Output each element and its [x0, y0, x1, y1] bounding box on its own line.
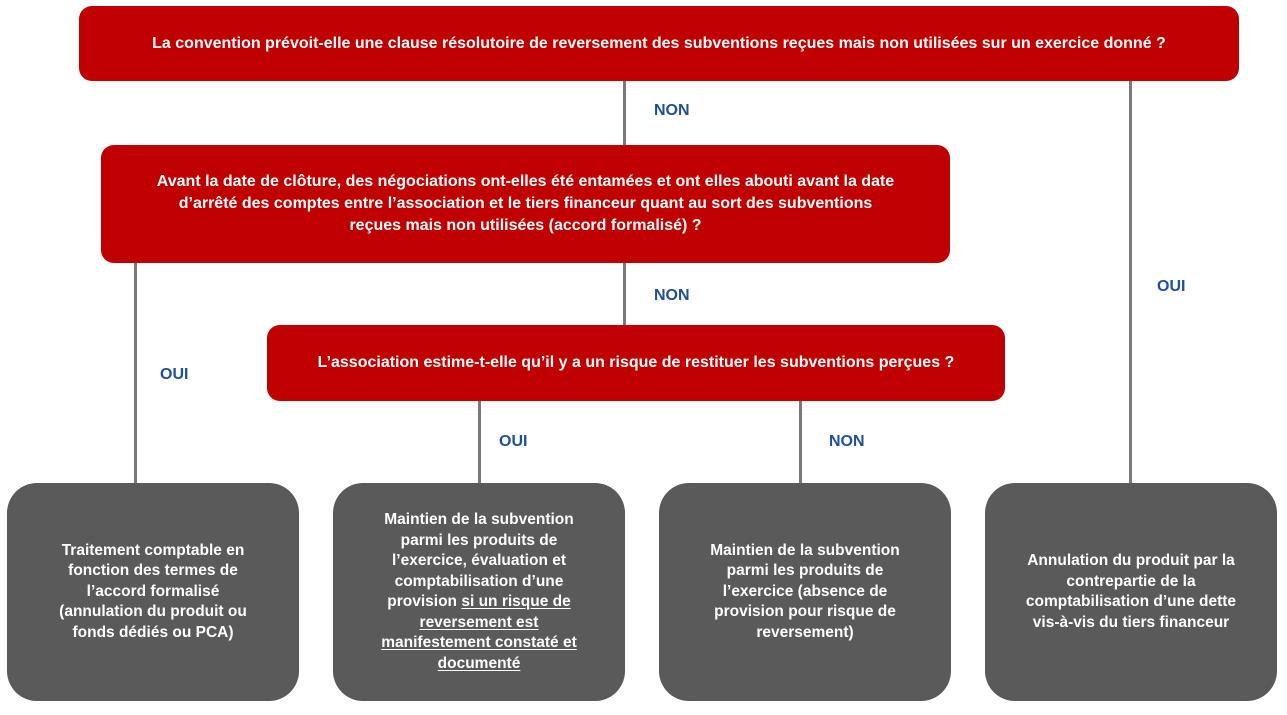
label-q1-oui: OUI: [1157, 278, 1186, 295]
question-negociations: [101, 145, 950, 263]
question-clause-resolutoire: [79, 6, 1239, 81]
outcome-maintien-avec-provision: [333, 483, 625, 701]
connector-q1-to-outcome4: [1129, 80, 1132, 484]
label-q3-oui: OUI: [499, 433, 528, 450]
outcome-1-line: (annulation du produit ou: [59, 603, 247, 621]
label-q1-non: NON: [654, 102, 690, 119]
question-2-line: Avant la date de clôture, des négociations ont-elles été entamées et ont elles abouti avant la date: [156, 173, 895, 190]
question-2-line: reçues mais non utilisées (accord formalisé) ?: [349, 217, 702, 234]
outcome-2-line: l’exercice, évaluation et: [391, 552, 567, 569]
question-3-text: L’association estime-t-elle qu’il y a un risque de restituer les subventions perçues ?: [317, 354, 955, 371]
question-2-line: d’arrêté des comptes entre l’association et le tiers financeur quant au sort des subventions: [178, 195, 873, 212]
outcome-2-underlined-line: documenté: [437, 654, 521, 672]
outcome-2-underlined-line: reversement est: [419, 613, 539, 631]
outcome-4-line: contrepartie de la: [1066, 572, 1196, 590]
outcome-2-line: Maintien de la subvention: [384, 511, 574, 528]
label-q2-non: NON: [654, 287, 690, 304]
connector-q2-to-q3: [623, 262, 626, 326]
outcome-1-line: fonction des termes de: [68, 562, 238, 580]
outcome-2-underlined-text: si un risque de: [461, 593, 571, 610]
outcome-3-line: parmi les produits de: [726, 562, 884, 580]
outcome-3-line: provision pour risque de: [714, 603, 896, 621]
outcome-4-line: comptabilisation d’une dette: [1025, 593, 1237, 610]
label-q2-oui: OUI: [160, 366, 189, 383]
outcome-4-line: Annulation du produit par la: [1027, 552, 1235, 569]
outcome-3-line: Maintien de la subvention: [710, 541, 900, 559]
question-risque-restitution: [267, 325, 1005, 401]
question-1-text: La convention prévoit-elle une clause résolutoire de reversement des subventions reçues mais non utilisées sur un exercice donné ?: [152, 34, 1166, 52]
outcome-3-line: reversement): [756, 623, 854, 641]
outcome-1-line: Traitement comptable en: [61, 541, 245, 559]
outcome-maintien-sans-provision: [659, 483, 951, 701]
outcome-annulation-dette: [985, 483, 1277, 701]
connector-q3-to-outcome2: [478, 400, 481, 484]
outcome-1-line: l’accord formalisé: [86, 582, 220, 600]
connector-q1-to-q2: [623, 80, 626, 146]
outcome-2-provision-text: provision: [387, 593, 462, 610]
outcome-1-line: fonds dédiés ou PCA): [72, 623, 234, 641]
label-q3-non: NON: [829, 433, 865, 450]
connector-q3-to-outcome3: [799, 400, 802, 484]
outcome-2-line: parmi les produits de: [400, 531, 558, 549]
outcome-2-underlined-line: manifestement constaté et: [381, 634, 577, 651]
outcome-3-line: l’exercice (absence de: [722, 582, 888, 600]
connector-q2-to-outcome1: [134, 262, 137, 484]
outcome-accord-formalise: [7, 483, 299, 701]
outcome-2-mixed-line: [387, 592, 570, 613]
outcome-4-line: vis-à-vis du tiers financeur: [1032, 613, 1230, 631]
outcome-2-line: comptabilisation d’une: [394, 572, 564, 590]
